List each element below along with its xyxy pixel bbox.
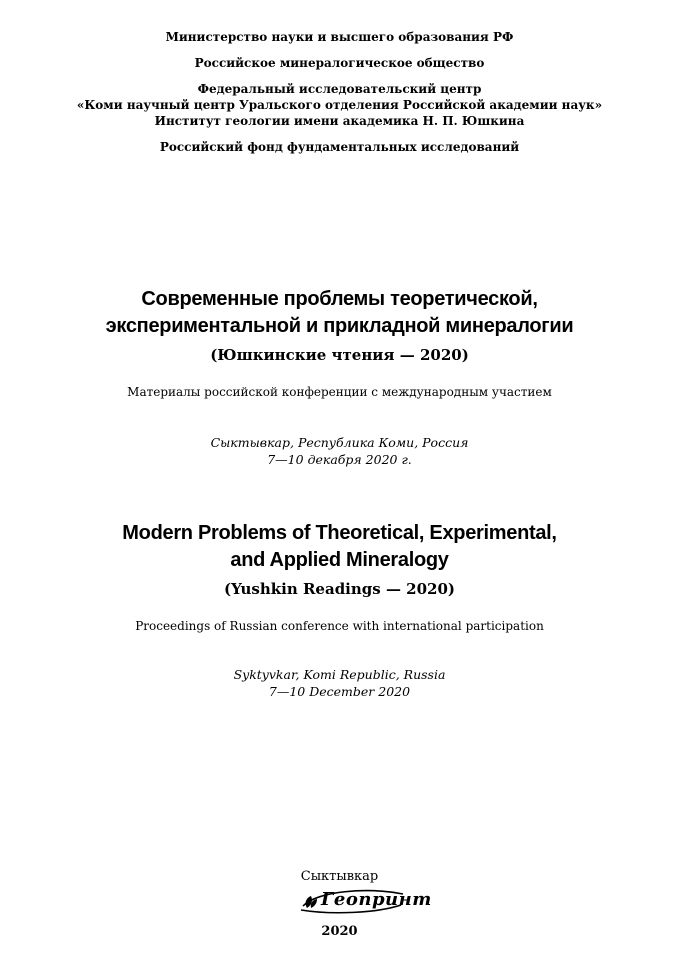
publisher-logo-text: Геопринт [321, 889, 432, 910]
en-place: Syktyvkar, Komi Republic, Russia [233, 667, 446, 682]
imprint-city: Сыктывкар [300, 869, 379, 884]
en-title-line1: Modern Problems of Theoretical, Experimental, [122, 522, 557, 544]
org-geology-institute: Институт геологии имени академика Н. П. Юшкина [154, 114, 525, 128]
en-title-line2: and Applied Mineralogy [230, 549, 449, 571]
en-subtitle: (Yushkin Readings — 2020) [223, 580, 456, 598]
ru-subtitle: (Юшкинские чтения — 2020) [210, 346, 469, 364]
org-ministry: Министерство науки и высшего образования РФ [165, 30, 514, 44]
org-mineralogical-society: Российское минералогическое общество [194, 56, 485, 70]
en-description: Proceedings of Russian conference with international participation [135, 619, 544, 633]
org-research-center: Федеральный исследовательский центр [197, 82, 482, 96]
ru-description: Материалы российской конференции с международным участием [127, 385, 552, 399]
en-dates: 7—10 December 2020 [268, 684, 411, 699]
org-rfbr: Российский фонд фундаментальных исследований [159, 140, 520, 154]
ru-title-line1: Современные проблемы теоретической, [141, 288, 538, 310]
ru-title-line2: экспериментальной и прикладной минералогии [105, 315, 574, 337]
ru-dates: 7—10 декабря 2020 г. [267, 452, 412, 467]
imprint-year: 2020 [321, 924, 358, 939]
ru-place: Сыктывкар, Республика Коми, Россия [210, 435, 469, 450]
org-komi-center: «Коми научный центр Уральского отделения Российской академии наук» [76, 98, 603, 112]
publisher-logo [297, 889, 432, 915]
